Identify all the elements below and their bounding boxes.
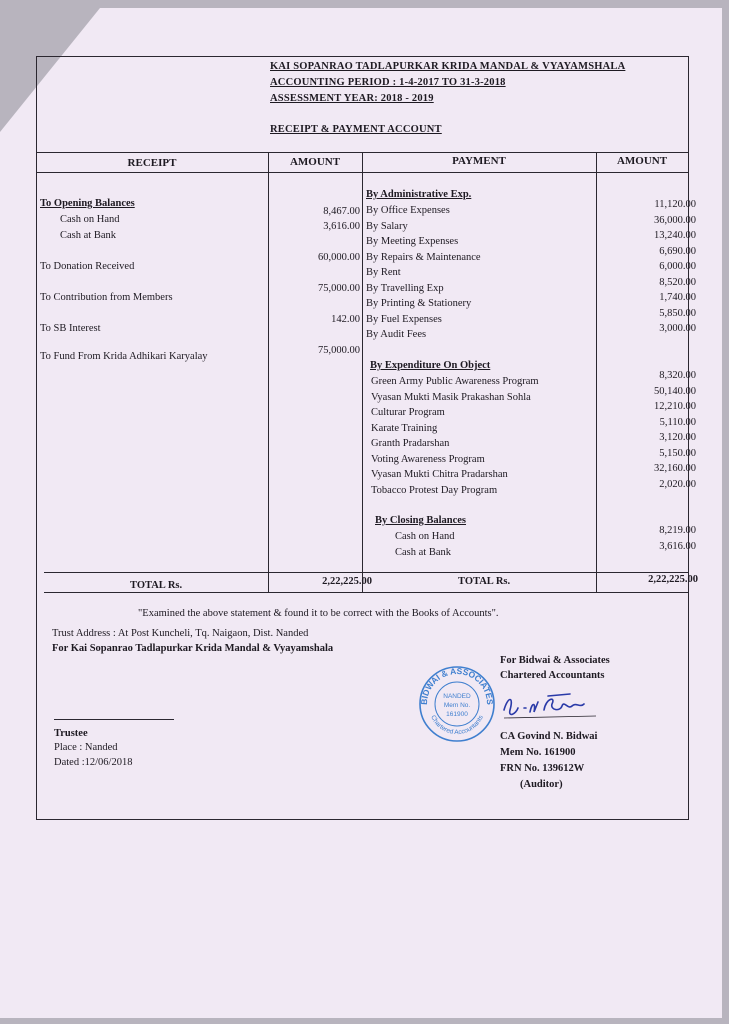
dated-label: Dated :12/06/2018 [54,757,133,768]
auditor-signature [500,688,600,724]
payment-admin-item-label: By Printing & Stationery [366,298,472,309]
payment-admin-item-label: By Travelling Exp [366,282,444,294]
stamp-ring-text: BIDWAI & ASSOCIATES [418,665,496,706]
total-label-left: TOTAL Rs. [130,580,183,591]
payment-object-item-amount: 12,210.00 [654,401,696,412]
payment-object-item-amount: 8,320.00 [659,370,696,381]
payment-admin-heading: By Administrative Exp. [366,189,472,200]
col-divider-3 [596,152,597,592]
payment-admin-item-amount: 36,000.00 [654,214,696,226]
payment-admin-item-amount: 1,740.00 [659,292,696,303]
payment-admin-item-amount: 3,000.00 [659,323,696,334]
receipt-cash-hand-amount: 8,467.00 [323,206,360,217]
payment-object-item-amount: 2,020.00 [659,478,696,490]
for-firm: For Bidwai & Associates [500,655,610,666]
payment-admin-item-amount: 6,000.00 [659,261,696,272]
receipt-fund-label: To Fund From Krida Adhikari Karyalay [40,351,208,362]
stamp-city: NANDED [443,693,471,700]
payment-object-item-label: Granth Pradarshan [371,438,450,449]
assessment-year: ASSESSMENT YEAR: 2018 - 2019 [270,93,434,104]
payment-object-item-label: Green Army Public Awareness Program [371,376,539,387]
payment-admin-item-label: By Fuel Expenses [366,313,442,325]
payment-object-heading: By Expenditure On Object [370,360,491,371]
stamp-mem-value: 161900 [446,711,468,718]
receipt-cash-bank-label: Cash at Bank [60,230,116,241]
table-bottom-rule [44,592,688,593]
statement-title: RECEIPT & PAYMENT ACCOUNT [270,124,442,135]
payment-admin-item-amount: 6,690.00 [659,245,696,257]
payment-closing-item-label: Cash on Hand [395,531,455,542]
ca-stamp [417,664,497,744]
payment-object-item-label: Voting Awareness Program [371,453,485,465]
payment-object-item-label: Vyasan Mukti Chitra Pradarshan [371,469,508,480]
stamp-bottom-text: Chartered Accountants [429,714,485,737]
trustee-label: Trustee [54,728,88,739]
payment-admin-item-label: By Audit Fees [366,329,427,340]
payment-object-item-label: Vyasan Mukti Masik Prakashan Sohla [371,391,531,403]
for-organisation: For Kai Sopanrao Tadlapurkar Krida Mandal & Vyayamshala [52,643,334,654]
total-amount-right: 2,22,225.00 [648,574,698,585]
payment-closing-item-amount: 8,219.00 [659,525,696,536]
firm-role: Chartered Accountants [500,670,605,681]
auditor-label: (Auditor) [520,779,563,790]
receipt-contribution-label: To Contribution from Members [40,292,173,303]
col-header-amount-2: AMOUNT [616,155,668,167]
ca-frn-no: FRN No. 139612W [500,763,585,774]
payment-object-item-amount: 3,120.00 [659,432,696,443]
payment-closing-heading: By Closing Balances [375,515,467,526]
receipt-fund-amount: 75,000.00 [318,345,360,356]
col-header-amount-1: AMOUNT [289,156,341,168]
ca-mem-no: Mem No. 161900 [500,747,576,758]
receipt-donation-label: To Donation Received [40,261,135,272]
col-header-receipt: RECEIPT [127,157,177,169]
payment-admin-item-amount: 13,240.00 [654,230,696,241]
payment-object-item-label: Tobacco Protest Day Program [371,484,498,496]
place-label: Place : Nanded [54,742,118,753]
payment-object-item-amount: 50,140.00 [654,385,696,397]
payment-object-item-amount: 5,110.00 [659,416,696,428]
col-divider-2 [362,152,363,592]
payment-object-item-label: Culturar Program [371,407,445,418]
trust-address: Trust Address : At Post Kuncheli, Tq. Naigaon, Dist. Nanded [52,628,309,639]
payment-admin-item-amount: 8,520.00 [659,276,696,288]
col-divider-1 [268,152,269,592]
col-header-payment: PAYMENT [452,155,506,167]
payment-closing-item-amount: 3,616.00 [659,540,696,552]
payment-admin-item-amount: 5,850.00 [659,307,696,319]
payment-admin-item-label: By Salary [366,220,408,232]
payment-object-item-amount: 32,160.00 [654,463,696,474]
payment-admin-item-label: By Repairs & Maintenance [366,251,481,263]
total-amount-left: 2,22,225.00 [322,576,372,587]
trustee-signature-line [54,719,174,720]
receipt-donation-amount: 60,000.00 [318,252,360,263]
payment-admin-item-amount: 11,120.00 [654,199,696,210]
payment-admin-item-label: By Meeting Expenses [366,236,459,247]
payment-admin-item-label: By Rent [366,267,401,278]
receipt-sb-label: To SB Interest [40,323,101,334]
receipt-opening-heading: To Opening Balances [40,198,135,209]
table-total-rule [44,572,688,573]
receipt-contribution-amount: 75,000.00 [318,283,360,294]
total-label-right: TOTAL Rs. [458,576,511,587]
payment-closing-item-label: Cash at Bank [395,546,451,558]
payment-admin-item-label: By Office Expenses [366,205,450,216]
receipt-sb-amount: 142.00 [331,314,360,325]
receipt-cash-hand-label: Cash on Hand [60,214,120,225]
stamp-mem-label: Mem No. [443,702,471,709]
ca-name: CA Govind N. Bidwai [500,731,598,742]
audit-statement: "Examined the above statement & found it to be correct with the Books of Accounts". [138,608,499,619]
payment-object-item-amount: 5,150.00 [659,447,696,459]
org-name: KAI SOPANRAO TADLAPURKAR KRIDA MANDAL & VYAYAMSHALA [270,61,626,72]
accounting-period: ACCOUNTING PERIOD : 1-4-2017 TO 31-3-2018 [270,77,506,88]
receipt-cash-bank-amount: 3,616.00 [323,221,360,232]
payment-object-item-label: Karate Training [371,422,438,434]
